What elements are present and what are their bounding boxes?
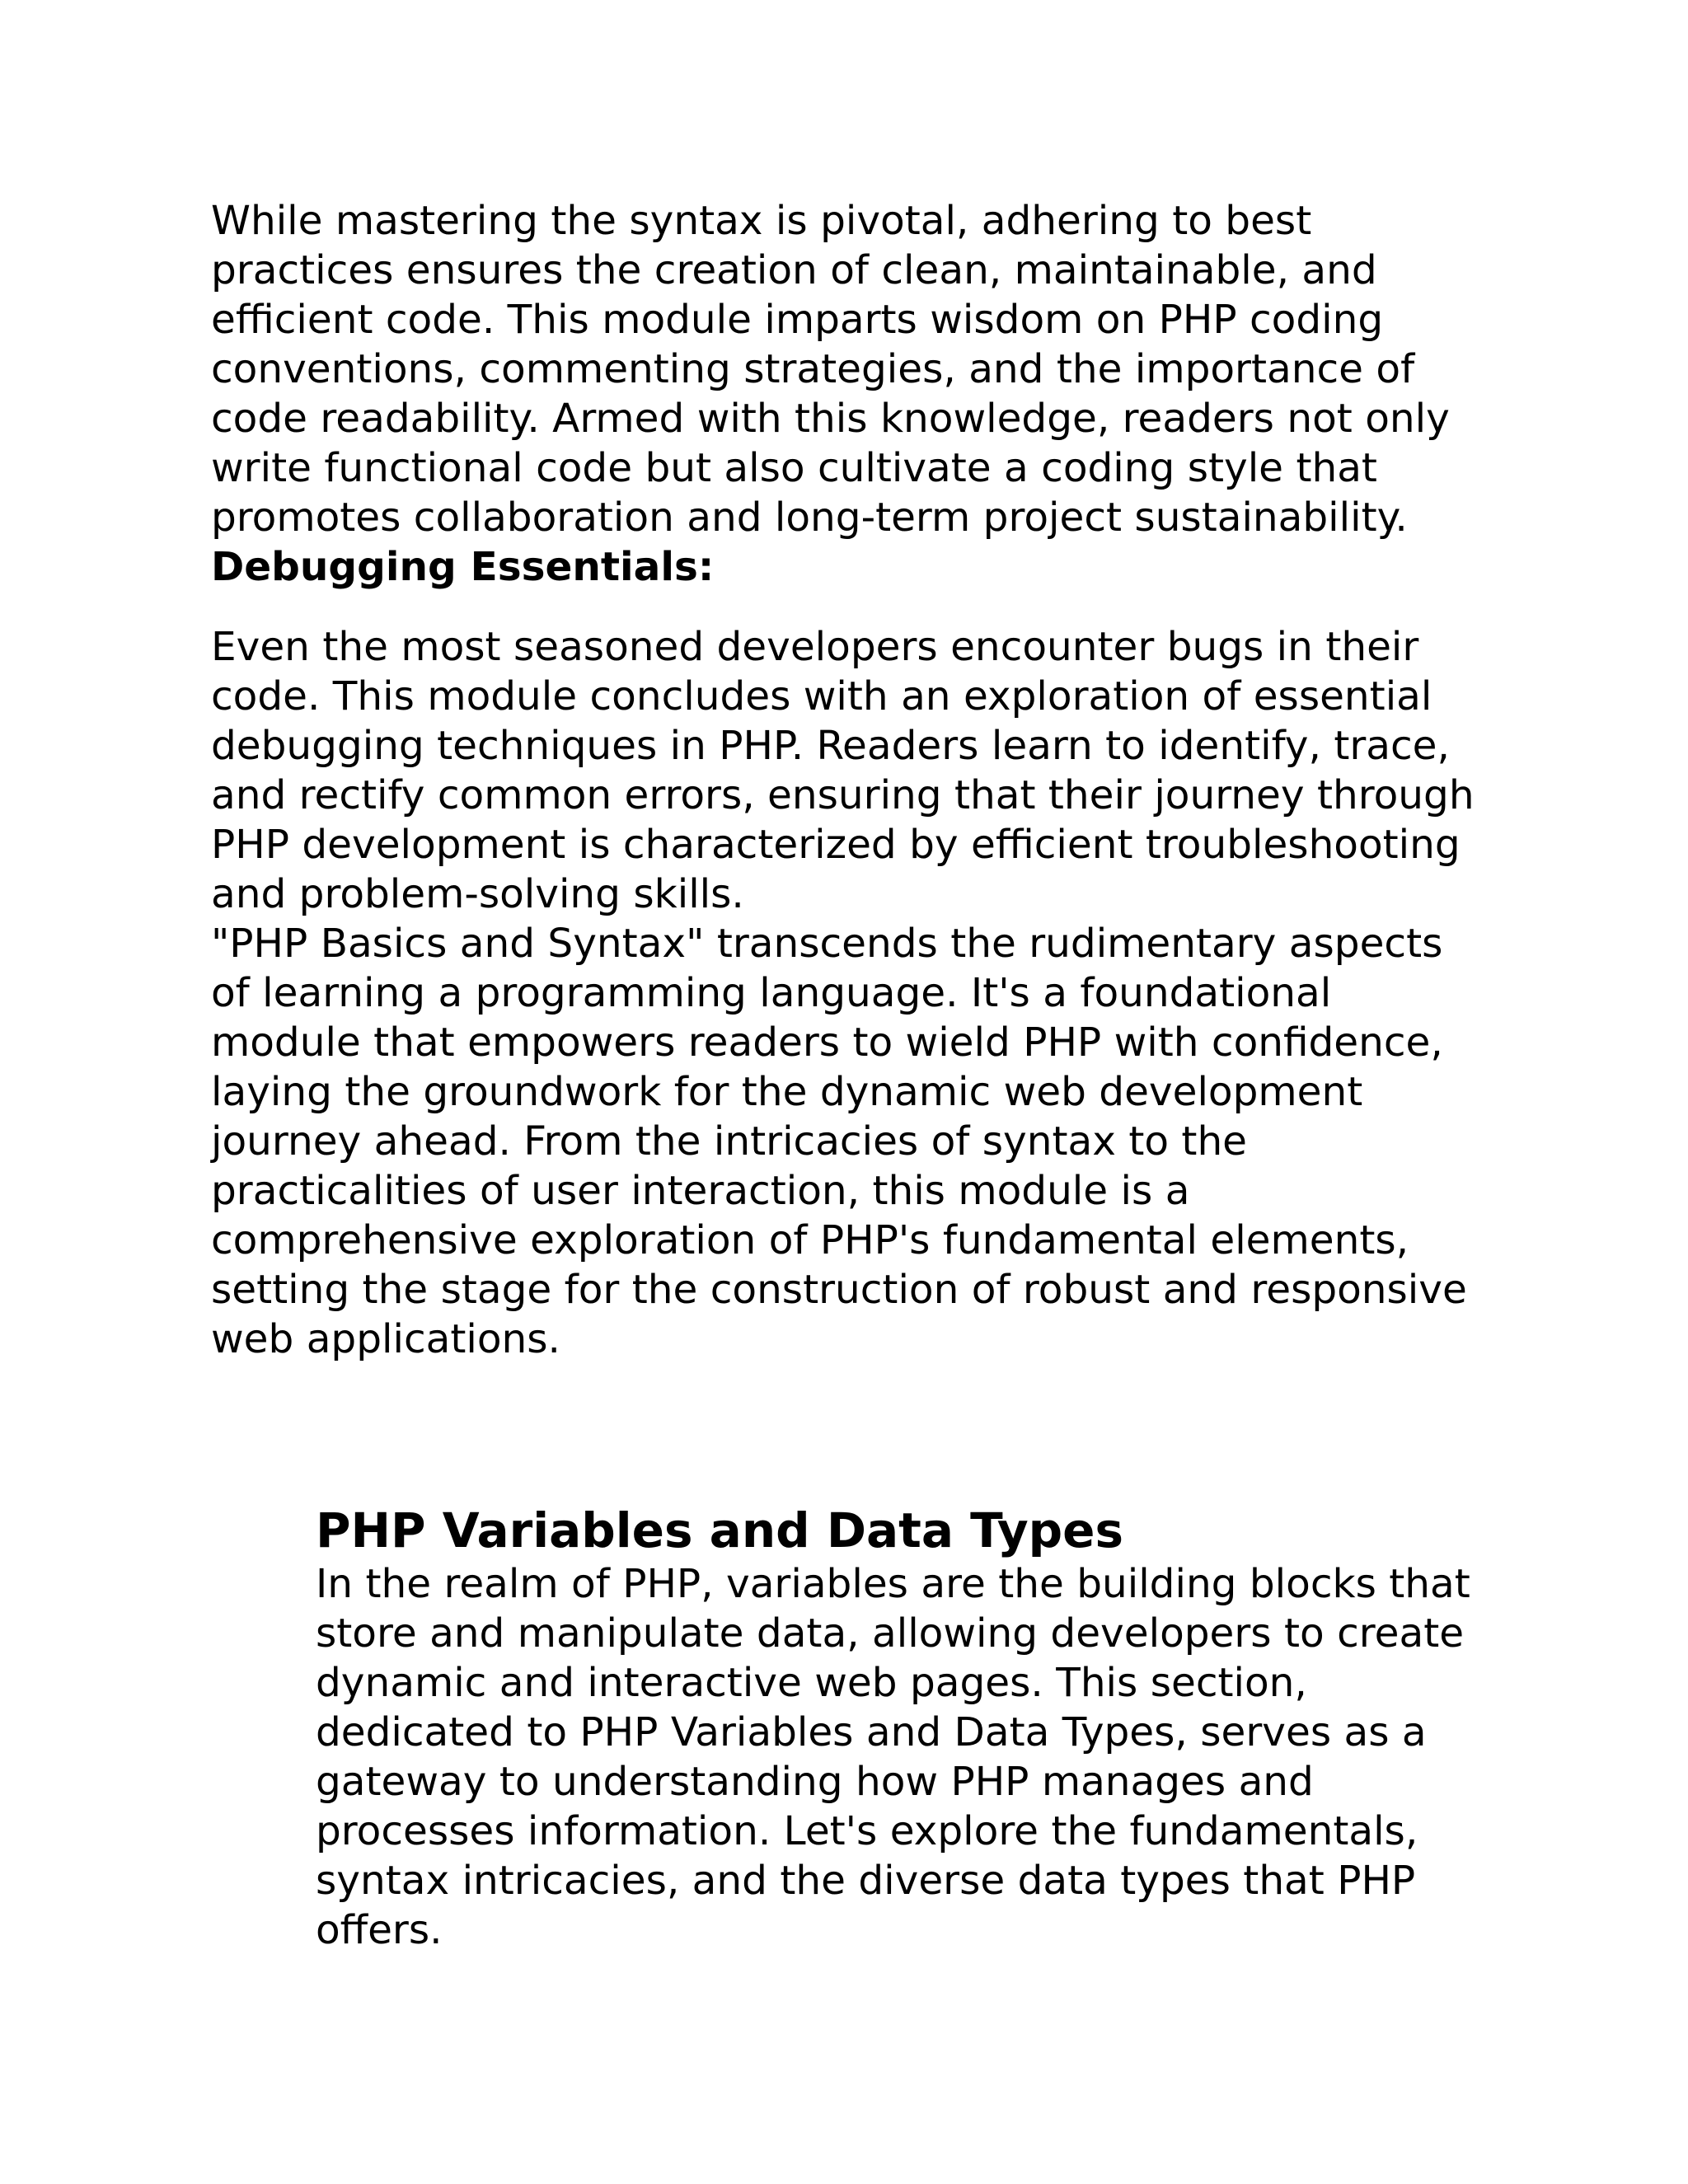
paragraph-best-practices: While mastering the syntax is pivotal, adhering to best practices ensures the creation of clean, maintainable, and efficient code. This module imparts wisdom on PHP coding conventions, commenting strategies, and the importance of code readability. Armed with this knowledge, readers not only write functional code but also cultivate a coding style that promotes collaboration and long-term project sustainability.	[211, 198, 1450, 541]
paragraph-variables-intro: In the realm of PHP, variables are the building blocks that store and manipulate data, allowing developers to create dynamic and interactive web pages. This section, dedicated to PHP Variables and Data Types, serves as a gateway to understanding how PHP manages and processes information. Let's explore the fundamentals, syntax intricacies, and the diverse data types that PHP offers.	[316, 1561, 1470, 1953]
paragraph-php-basics-summary: "PHP Basics and Syntax" transcends the rudimentary aspects of learning a programming language. It's a foundational module that empowers readers to wield PHP with confidence, laying the groundwork for the dynamic web development journey ahead. From the intricacies of syntax to the practicalities of user interaction, this module is a comprehensive exploration of PHP's fundamental elements, setting the stage for the construction of robust and responsive web applications.	[211, 921, 1467, 1362]
main-content	[211, 196, 1480, 1364]
heading-debugging-essentials: Debugging Essentials:	[211, 544, 715, 590]
section-title: PHP Variables and Data Types	[316, 1502, 1124, 1558]
section-variables-data-types	[316, 1502, 1486, 1955]
paragraph-debugging: Even the most seasoned developers encounter bugs in their code. This module concludes with an exploration of essential debugging techniques in PHP. Readers learn to identify, trace, and rectify common errors, ensuring that their journey through PHP development is characterized by efficient troubleshooting and problem-solving skills.	[211, 624, 1475, 917]
